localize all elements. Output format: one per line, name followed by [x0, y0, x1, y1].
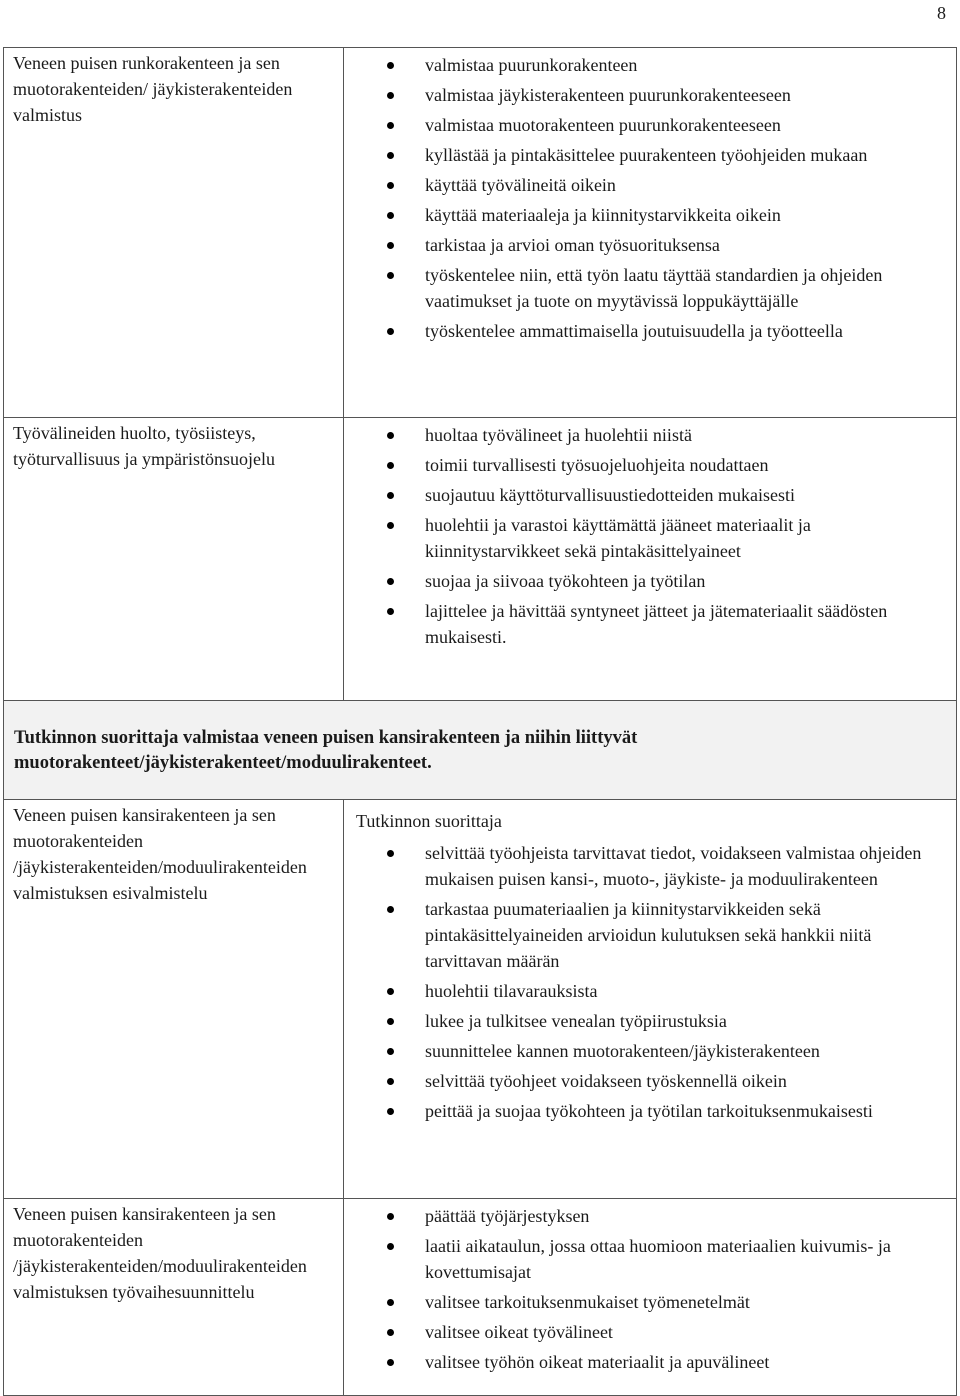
- list-item: suunnittelee kannen muotorakenteen/jäykisterakenteen: [356, 1038, 948, 1064]
- criteria-list: [356, 52, 948, 344]
- page-number: 8: [937, 3, 946, 23]
- list-item: käyttää materiaaleja ja kiinnitystarvikkeita oikein: [356, 202, 948, 228]
- list-item: valmistaa muotorakenteen puurunkorakenteeseen: [356, 112, 948, 138]
- list-item: huoltaa työvälineet ja huolehtii niistä: [356, 422, 948, 448]
- list-item: selvittää työohjeista tarvittavat tiedot, voidakseen valmistaa ohjeiden mukaisen puisen kansi-, muoto-, jäykiste- ja moduulirakenteen: [356, 840, 948, 892]
- row-heading: Veneen puisen runkorakenteen ja sen muotorakenteiden/ jäykisterakenteiden valmistus: [4, 48, 344, 418]
- list-item: tarkistaa ja arvioi oman työsuorituksensa: [356, 232, 948, 258]
- list-item: valitsee tarkoituksenmukaiset työmenetelmät: [356, 1289, 948, 1315]
- criteria-list: [356, 840, 948, 1124]
- list-item: valmistaa jäykisterakenteen puurunkorakenteeseen: [356, 82, 948, 108]
- criteria-list: [356, 422, 948, 650]
- row-heading: Veneen puisen kansirakenteen ja sen muotorakenteiden /jäykisterakenteiden/moduulirakenteiden valmistuksen esivalmistelu: [4, 800, 344, 1199]
- list-item: valmistaa puurunkorakenteen: [356, 52, 948, 78]
- list-item: valitsee oikeat työvälineet: [356, 1319, 948, 1345]
- list-item: lajittelee ja hävittää syntyneet jätteet ja jätemateriaalit säädösten mukaisesti.: [356, 598, 948, 650]
- list-item: työskentelee niin, että työn laatu täyttää standardien ja ohjeiden vaatimukset ja tuote on myytävissä loppukäyttäjälle: [356, 262, 948, 314]
- list-item: tarkastaa puumateriaalien ja kiinnitystarvikkeiden sekä pintakäsittelyaineiden arvioidun kulutuksen sekä hankkii niitä tarvittavan määrän: [356, 896, 948, 974]
- section-heading: Tutkinnon suorittaja valmistaa veneen puisen kansirakenteen ja niihin liittyvät muotorakenteet/jäykisterakenteet/moduulirakenteet.: [4, 701, 957, 800]
- list-item: päättää työjärjestyksen: [356, 1203, 948, 1229]
- list-item: laatii aikataulun, jossa ottaa huomioon materiaalien kuivumis- ja kovettumisajat: [356, 1233, 948, 1285]
- list-item: työskentelee ammattimaisella joutuisuudella ja työotteella: [356, 318, 948, 344]
- criteria-cell: [344, 418, 957, 701]
- intro-text: Tutkinnon suorittaja: [356, 811, 502, 831]
- row-heading: Veneen puisen kansirakenteen ja sen muotorakenteiden /jäykisterakenteiden/moduulirakenteiden valmistuksen työvaihesuunnittelu: [4, 1199, 344, 1396]
- list-item: selvittää työohjeet voidakseen työskennellä oikein: [356, 1068, 948, 1094]
- list-item: valitsee työhön oikeat materiaalit ja apuvälineet: [356, 1349, 948, 1375]
- list-item: suojaa ja siivoaa työkohteen ja työtilan: [356, 568, 948, 594]
- list-item: kyllästää ja pintakäsittelee puurakenteen työohjeiden mukaan: [356, 142, 948, 168]
- table-row: [4, 1199, 957, 1396]
- criteria-table: [3, 47, 957, 1396]
- list-item: huolehtii ja varastoi käyttämättä jääneet materiaalit ja kiinnitystarvikkeet sekä pintakäsittelyaineet: [356, 512, 948, 564]
- list-item: huolehtii tilavarauksista: [356, 978, 948, 1004]
- table-row: [4, 418, 957, 701]
- list-item: lukee ja tulkitsee venealan työpiirustuksia: [356, 1008, 948, 1034]
- list-item: toimii turvallisesti työsuojeluohjeita noudattaen: [356, 452, 948, 478]
- list-item: käyttää työvälineitä oikein: [356, 172, 948, 198]
- criteria-cell: [344, 1199, 957, 1396]
- criteria-list: [356, 1203, 948, 1375]
- table-row: [4, 48, 957, 418]
- table-row: [4, 800, 957, 1199]
- list-item: suojautuu käyttöturvallisuustiedotteiden mukaisesti: [356, 482, 948, 508]
- table-row: [4, 701, 957, 800]
- criteria-cell: [344, 800, 957, 1199]
- criteria-cell: [344, 48, 957, 418]
- list-item: peittää ja suojaa työkohteen ja työtilan tarkoituksenmukaisesti: [356, 1098, 948, 1124]
- row-heading: Työvälineiden huolto, työsiisteys, työturvallisuus ja ympäristönsuojelu: [4, 418, 344, 701]
